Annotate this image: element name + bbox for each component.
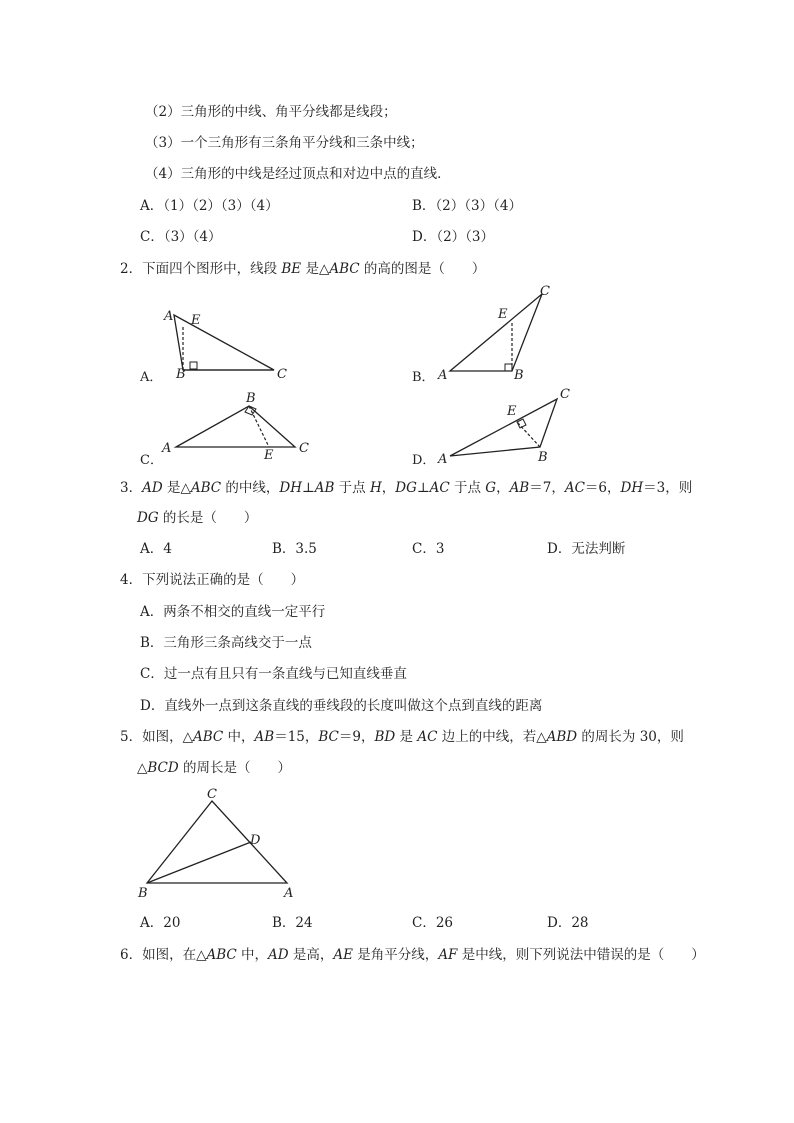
q2-figure-c xyxy=(140,388,320,468)
vertex-label-c: C xyxy=(207,787,217,802)
vertex-label-b: B xyxy=(246,391,256,406)
q2-stem: 2．下面四个图形中，线段 BE 是△ABC 的高的图是（ ） xyxy=(120,261,486,277)
q1-item-2: （2）三角形的中线、角平分线都是线段； xyxy=(145,104,397,120)
vertex-label-c: C xyxy=(560,387,570,402)
vertex-label-a: A xyxy=(284,886,294,901)
q5-figure xyxy=(135,786,305,901)
q3-stem-line1: 3．AD 是△ABC 的中线，DH⊥AB 于点 H，DG⊥AC 于点 G，AB＝7，AC＝6，DH＝3，则 xyxy=(120,480,693,496)
vertex-label-a: A xyxy=(164,309,174,324)
q1-option-b: B．（2）（3）（4） xyxy=(412,198,522,214)
q4-option-a: A．两条不相交的直线一定平行 xyxy=(140,604,326,620)
vertex-label-b: B xyxy=(176,367,186,382)
vertex-label-b: B xyxy=(538,450,548,465)
q1-item-4: （4）三角形的中线是经过顶点和对边中点的直线． xyxy=(145,166,451,182)
q3-option-d: D．无法判断 xyxy=(547,541,626,557)
q2-figure-b xyxy=(412,284,572,384)
q4-option-d: D．直线外一点到这条直线的垂线段的长度叫做这个点到直线的距离 xyxy=(140,698,543,714)
q3-stem-line2: DG 的长是（ ） xyxy=(137,510,258,526)
vertex-label-c: C xyxy=(299,441,309,456)
vertex-label-e: E xyxy=(507,404,517,419)
q4-option-c: C．过一点有且只有一条直线与已知直线垂直 xyxy=(140,666,407,682)
q4-option-b: B．三角形三条高线交于一点 xyxy=(140,635,312,651)
q1-option-c: C．（3）（4） xyxy=(140,229,222,245)
vertex-label-e: E xyxy=(191,313,201,328)
q5-option-d: D．28 xyxy=(547,915,589,931)
vertex-label-a: A xyxy=(162,441,172,456)
vertex-label-e: E xyxy=(498,307,508,322)
q5-option-a: A．20 xyxy=(140,915,181,931)
vertex-label-c: C xyxy=(277,367,287,382)
q4-stem: 4．下列说法正确的是（ ） xyxy=(120,572,305,588)
q2-option-d-label: D． xyxy=(412,453,436,468)
q2-figure-a xyxy=(140,300,300,385)
q1-option-a: A．（1）（2）（3）（4） xyxy=(140,198,279,214)
vertex-label-b: B xyxy=(138,886,148,901)
q5-option-c: C．26 xyxy=(412,915,454,931)
q1-item-3: （3）一个三角形有三条角平分线和三条中线； xyxy=(145,135,424,151)
q2-option-b-label: B． xyxy=(412,370,435,385)
q3-option-a: A．4 xyxy=(140,541,172,557)
vertex-label-c: C xyxy=(540,284,550,299)
q5-stem-line2: △BCD 的周长是（ ） xyxy=(137,760,292,776)
q6-stem: 6．如图，在△ABC 中，AD 是高，AE 是角平分线，AF 是中线，则下列说法中错误的是（ ） xyxy=(120,947,705,963)
vertex-label-b: B xyxy=(514,368,524,383)
vertex-label-a: A xyxy=(438,452,448,467)
vertex-label-e: E xyxy=(264,448,274,463)
q3-option-c: C．3 xyxy=(412,541,445,557)
q2-option-c-label: C． xyxy=(140,453,163,468)
q3-option-b: B．3.5 xyxy=(272,541,317,557)
q5-stem-line1: 5．如图，△ABC 中，AB＝15，BC＝9，BD 是 AC 边上的中线，若△ABD 的周长为 30，则 xyxy=(120,729,684,745)
q5-option-b: B．24 xyxy=(272,915,313,931)
vertex-label-d: D xyxy=(250,833,261,848)
q2-option-a-label: A． xyxy=(140,370,163,385)
q2-figure-d xyxy=(412,386,582,466)
vertex-label-a: A xyxy=(438,368,448,383)
q1-option-d: D．（2）（3） xyxy=(412,229,495,245)
